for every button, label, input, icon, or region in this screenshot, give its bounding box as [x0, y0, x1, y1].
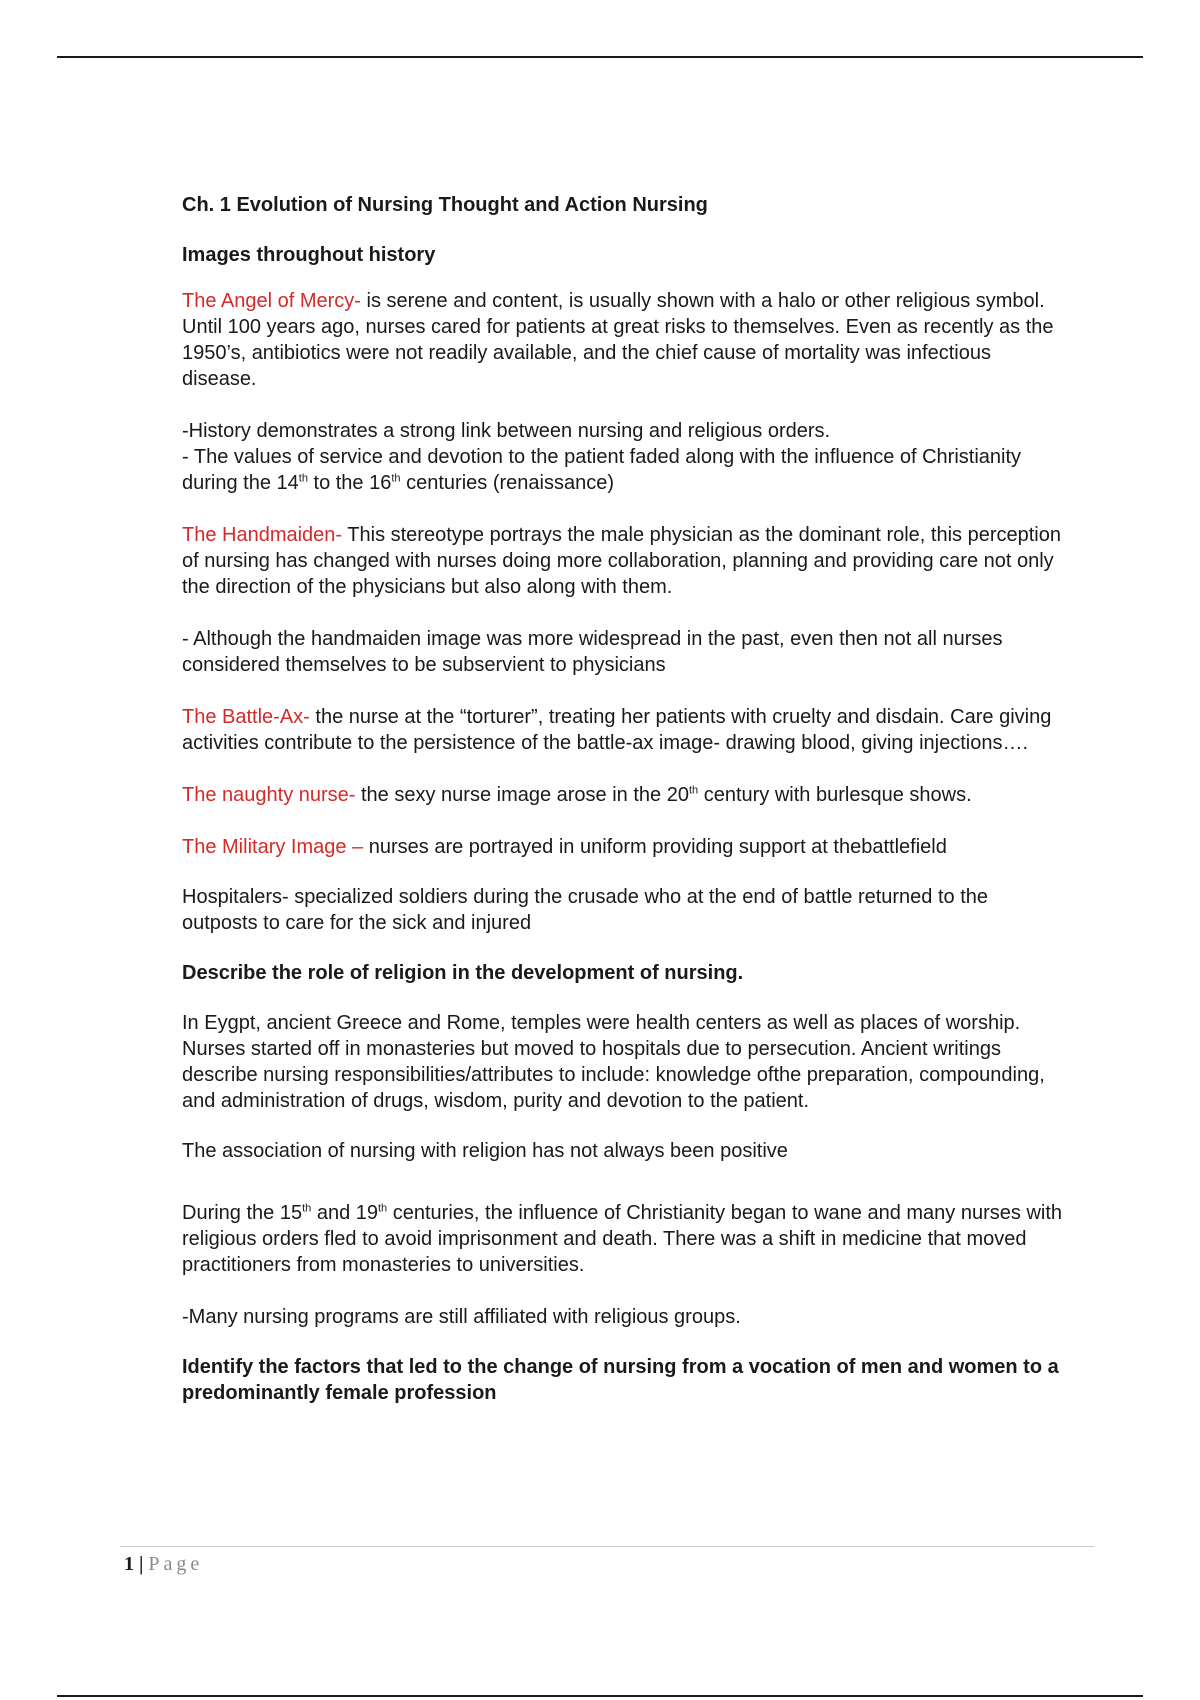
- footer-rule: [120, 1546, 1094, 1547]
- document-body: [182, 192, 1062, 1406]
- chapter-title: Ch. 1 Evolution of Nursing Thought and Action Nursing: [182, 194, 708, 216]
- centuries-text-3: centuries, the influence of Christianity began to wane and many nurses with religious orders fled to avoid imprisonment and death. There was a shift in medicine that moved practitioners from monasteries to universities.: [182, 1202, 1063, 1276]
- angel-term: The Angel of Mercy-: [182, 290, 361, 312]
- battleax-term: The Battle-Ax-: [182, 706, 310, 728]
- values-faded-paragraph: [182, 444, 1062, 496]
- header-rule: [57, 56, 1143, 58]
- centuries-text-1: During the 15: [182, 1202, 303, 1224]
- handmaiden-term: The Handmaiden-: [182, 524, 343, 546]
- factors-heading: Identify the factors that led to the change of nursing from a vocation of men and women to a predominantly female profession: [182, 1356, 1059, 1404]
- handmaiden-text: This stereotype portrays the male physician as the dominant role, this perception of nursing has changed with nurses doing more collaboration, planning and providing care not only the direction of the physicians but also along with them.: [182, 524, 1061, 598]
- images-heading: Images throughout history: [182, 244, 436, 266]
- naughty-paragraph: [182, 782, 1062, 808]
- footer-separator: |: [139, 1553, 144, 1575]
- programs-paragraph: -Many nursing programs are still affiliated with religious groups.: [182, 1306, 741, 1328]
- values-faded-sup-2: th: [391, 472, 401, 485]
- centuries-sup-1: th: [302, 1202, 312, 1215]
- naughty-text-2: century with burlesque shows.: [698, 784, 972, 806]
- naughty-term: The naughty nurse-: [182, 784, 356, 806]
- values-faded-text-2: to the 16: [307, 472, 392, 494]
- battleax-paragraph: [182, 704, 1062, 756]
- values-faded-text-1: - The values of service and devotion to the patient faded along with the influence of Christianity during the 14: [182, 446, 1022, 494]
- naughty-sup: th: [688, 784, 699, 797]
- naughty-text-1: the sexy nurse image arose in the 20: [355, 784, 689, 806]
- handmaiden-note-paragraph: - Although the handmaiden image was more widespread in the past, even then not all nurses considered themselves to be subservient to physicians: [182, 628, 1003, 676]
- page-number: 1: [124, 1553, 134, 1575]
- values-faded-sup-1: th: [298, 472, 308, 485]
- angel-paragraph: [182, 288, 1062, 392]
- bottom-rule: [57, 1695, 1143, 1697]
- handmaiden-paragraph: [182, 522, 1062, 600]
- hospitalers-paragraph: Hospitalers- specialized soldiers during the crusade who at the end of battle returned to the outposts to care for the sick and injured: [182, 886, 989, 934]
- egypt-paragraph: In Eygpt, ancient Greece and Rome, temples were health centers as well as places of worship. Nurses started off in monasteries but moved to hospitals due to persecution. Ancient writings describe nursing responsibilities/attributes to include: knowledge ofthe preparation, compounding, and administration of drugs, wisdom, purity and devotion to the patient.: [182, 1012, 1045, 1112]
- history-link-paragraph: -History demonstrates a strong link between nursing and religious orders.: [182, 420, 831, 442]
- page-label: Page: [148, 1553, 204, 1575]
- angel-text: is serene and content, is usually shown with a halo or other religious symbol. Until 100 years ago, nurses cared for patients at great risks to themselves. Even as recently as the 1950’s, antibiotics were not readily available, and the chief cause of mortality was infectious disease.: [182, 290, 1054, 390]
- centuries-paragraph: [182, 1200, 1062, 1278]
- military-text: nurses are portrayed in uniform providing support at thebattlefield: [363, 836, 947, 858]
- religion-heading: Describe the role of religion in the development of nursing.: [182, 962, 744, 984]
- page-footer: [124, 1552, 203, 1576]
- military-paragraph: [182, 834, 1062, 860]
- centuries-text-2: and 19: [311, 1202, 378, 1224]
- military-term: The Military Image –: [182, 836, 364, 858]
- values-faded-text-3: centuries (renaissance): [400, 472, 614, 494]
- battleax-text: the nurse at the “torturer”, treating her patients with cruelty and disdain. Care giving activities contribute to the persistence of the battle-ax image- drawing blood, giving injections….: [182, 706, 1052, 754]
- association-paragraph: The association of nursing with religion has not always been positive: [182, 1140, 788, 1162]
- centuries-sup-2: th: [378, 1202, 388, 1215]
